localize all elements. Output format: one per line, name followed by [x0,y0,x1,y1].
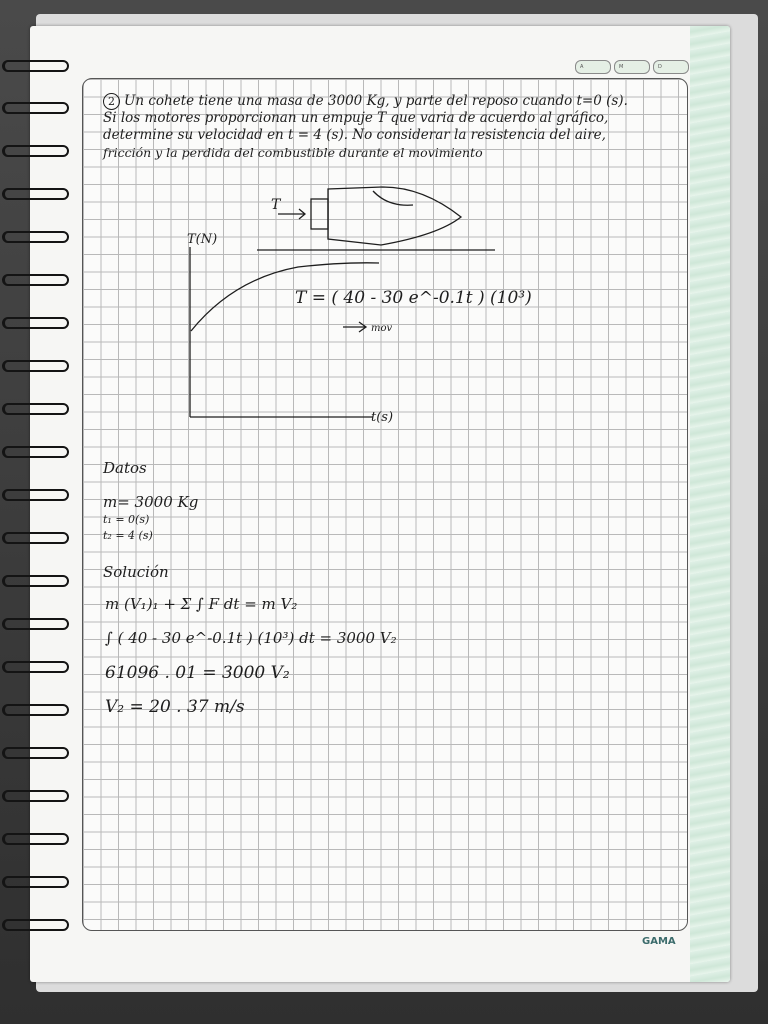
ring [0,401,70,415]
ring [0,745,70,759]
thrust-label: T [271,197,281,213]
ring [0,831,70,845]
datos-heading: Datos [103,459,147,477]
problem-line-4: fricción y la perdida del combustible durante el movimiento [103,145,483,160]
ring [0,229,70,243]
notebook-page [30,26,730,982]
solucion-line-3: 61096 . 01 = 3000 V₂ [105,663,290,683]
thrust-diagram [83,79,687,459]
ring [0,874,70,888]
brand-logo: GAMA [642,936,676,947]
tab-d: D [653,60,689,74]
ring [0,315,70,329]
ring [0,788,70,802]
motion-label: mov [371,323,393,334]
ring [0,444,70,458]
ring [0,358,70,372]
tab-a: A [575,60,611,74]
ring [0,530,70,544]
thrust-equation: T = ( 40 - 30 e^-0.1t ) (10³) [295,288,532,308]
datos-t2: t₂ = 4 (s) [103,529,153,542]
datos-mass: m= 3000 Kg [103,493,199,511]
solucion-line-2: ∫ ( 40 - 30 e^-0.1t ) (10³) dt = 3000 V₂ [105,629,397,647]
ring [0,917,70,931]
grid-area [82,78,688,931]
ring [0,186,70,200]
solucion-heading: Solución [103,563,169,581]
solucion-line-4: V₂ = 20 . 37 m/s [105,697,245,717]
rocket-sketch [257,187,495,250]
rocket-nozzle [311,199,328,229]
ring [0,100,70,114]
rocket-window [373,191,413,205]
ring [0,702,70,716]
ring [0,58,70,72]
ring [0,659,70,673]
side-decoration [690,26,730,982]
rocket-body [328,187,461,245]
x-axis-label: t(s) [371,410,394,425]
problem-line-3: determine su velocidad en t = 4 (s). No considerar la resistencia del aire, [103,127,606,143]
page-tabs [575,60,689,74]
ring [0,143,70,157]
ring [0,272,70,286]
solucion-line-1: m (V₁)₁ + Σ ∫ F dt = m V₂ [105,595,298,613]
datos-t1: t₁ = 0(s) [103,513,150,526]
graph-axes [190,247,379,417]
ring [0,616,70,630]
tab-m: M [614,60,650,74]
ring [0,573,70,587]
problem-line-2: Si los motores proporcionan un empuje T que varia de acuerdo al gráfico, [103,110,609,126]
problem-line-1: Un cohete tiene una masa de 3000 Kg, y parte del reposo cuando t=0 (s). [124,93,628,109]
ring [0,487,70,501]
problem-number: 2 [103,93,120,110]
y-axis-label: T(N) [187,232,218,247]
